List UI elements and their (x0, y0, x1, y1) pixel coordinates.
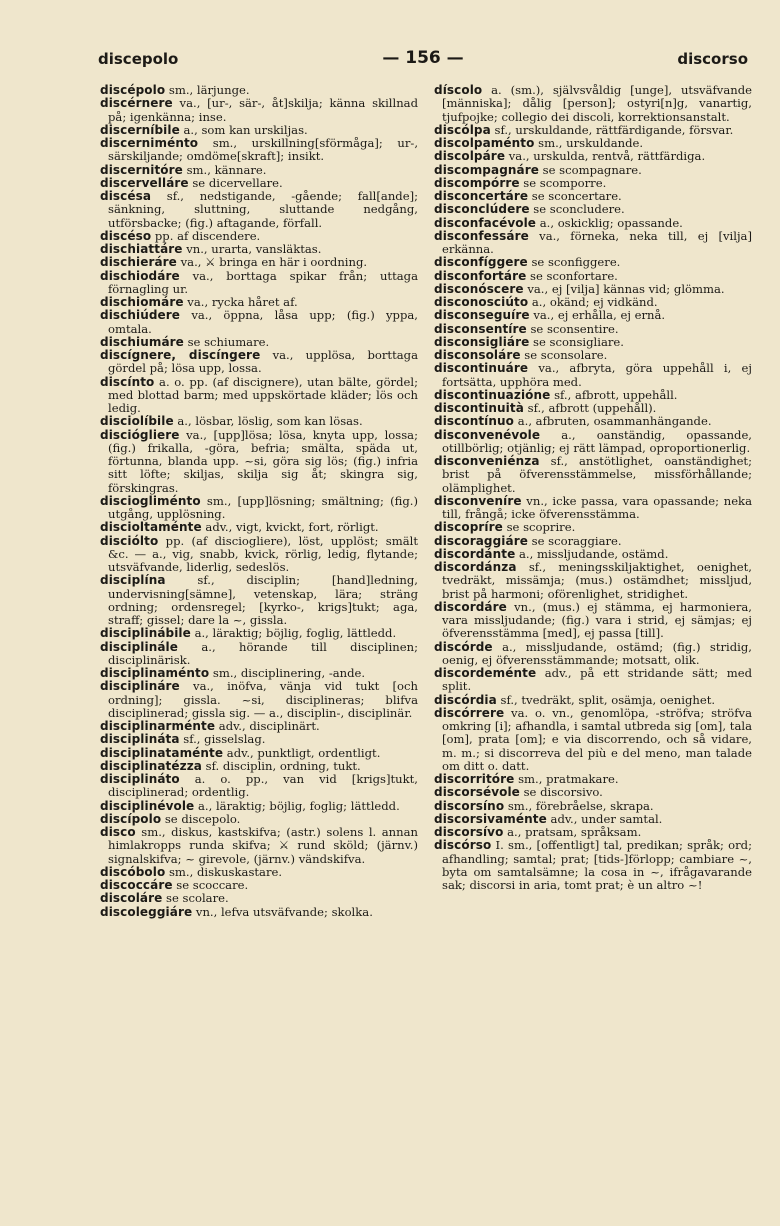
entry-headword: disciplinévole (100, 798, 195, 813)
entry-definition: se sconsentire. (526, 321, 619, 336)
entry-headword: discordáre (434, 599, 507, 614)
entry-definition: va., borttaga spikar från; uttaga förnagling ur. (108, 268, 418, 296)
dictionary-entry (100, 97, 418, 124)
dictionary-entry (434, 548, 752, 561)
entry-definition: a., som kan urskiljas. (179, 122, 308, 137)
entry-definition: sf., meningsskiljaktighet, oenighet, tvedräkt, missämja; (mus.) ostämdhet; missljud, brist på harmoni; oförenlighet, stridighet. (442, 560, 752, 601)
entry-definition: va., inöfva, vänja vid tukt [och ordning]; gissla. ~si, disciplineras; blifva disciplinerad; gissla sig. — a., disciplin-, disciplinär. (108, 679, 418, 720)
entry-headword: disciplinarménte (100, 719, 216, 733)
entry-headword: disconfíggere (434, 255, 528, 270)
entry-headword: disciólto (100, 533, 159, 548)
entry-definition: sf., disciplin; [hand]ledning, undervisning[sämne], vetenskap, lära; sträng ordning; ordensregel; [kyrko-, krigs]tukt; aga, straff; gissel; dare la ~, gissla. (108, 573, 418, 627)
dictionary-entry (434, 786, 752, 799)
entry-definition: a., pratsam, språksam. (503, 825, 642, 839)
entry-definition: pp. af discendere. (151, 228, 261, 243)
entry-headword: discerníbile (100, 122, 180, 137)
entry-definition: adv., punktligt, ordentligt. (223, 745, 381, 760)
page-header (98, 50, 748, 76)
dictionary-entry (100, 680, 418, 720)
entry-headword: discoleggiáre (100, 904, 193, 919)
entry-definition: va., upplösa, borttaga gördel på; lösa upp, lossa. (108, 348, 418, 376)
entry-headword: disconfortáre (434, 268, 527, 283)
dictionary-entry (434, 773, 752, 786)
dictionary-entry (100, 309, 418, 336)
entry-headword: discopríre (434, 520, 503, 535)
entry-headword: disconveníre (434, 493, 522, 508)
entry-headword: discordánza (434, 560, 517, 574)
entry-definition: adv., vigt, kvickt, fort, rörligt. (201, 520, 379, 535)
dictionary-entry (100, 641, 418, 668)
entry-definition: se scoccare. (172, 878, 249, 892)
entry-definition: a., afbruten, osammanhängande. (514, 414, 712, 429)
dictionary-entry (434, 561, 752, 601)
dictionary-entry (434, 535, 752, 548)
entry-definition: sm., diskus, kastskifva; (astr.) solens l. annan himlakropps runda skifva; ⚔ rund sköld; (järnv.) signalskifva; ~ girevole, (järnv.) vändskifva. (108, 825, 418, 866)
dictionary-entry (434, 296, 752, 309)
entry-headword: discórdia (434, 692, 497, 707)
entry-definition: sm., lärjunge. (165, 83, 250, 97)
page-number: — 156 — (382, 48, 464, 68)
entry-headword: disconsigliáre (434, 334, 530, 349)
dictionary-entry (100, 256, 418, 269)
dictionary-entry (100, 627, 418, 640)
entry-headword: disconcertáre (434, 189, 529, 203)
entry-headword: discorsíno (434, 798, 505, 813)
entry-definition: va., rycka håret af. (183, 295, 298, 309)
entry-headword: discoccáre (100, 878, 173, 892)
dictionary-entry (434, 813, 752, 826)
dictionary-entry (434, 641, 752, 668)
entry-headword: discerniménto (100, 136, 199, 150)
dictionary-entry (434, 150, 752, 163)
dictionary-entry (100, 376, 418, 416)
dictionary-entry (434, 601, 752, 641)
entry-headword: discínto (100, 374, 155, 389)
dictionary-entry (434, 707, 752, 773)
entry-headword: disconsoláre (434, 348, 521, 362)
entry-headword: disconfessáre (434, 228, 529, 243)
dictionary-entry (434, 256, 752, 269)
entry-headword: discólpa (434, 122, 491, 137)
dictionary-entry (434, 270, 752, 283)
entry-definition: a. o. pp., van vid [krigs]tukt, disciplinerad; ordentlig. (108, 772, 418, 800)
dictionary-entry (100, 296, 418, 309)
dictionary-entry (434, 429, 752, 456)
entry-headword: dischiodáre (100, 268, 180, 283)
entry-definition: sm., urskuldande. (534, 136, 644, 150)
entry-definition: va., ⚔ bringa en här i oordning. (176, 255, 368, 270)
entry-headword: dischieráre (100, 255, 177, 270)
entry-definition: va., öppna, låsa upp; (fig.) yppa, omtala. (108, 308, 418, 336)
entry-headword: discígnere, discíngere (100, 348, 261, 362)
dictionary-entry (434, 495, 752, 522)
entry-definition: a., okänd; ej vidkänd. (528, 295, 658, 309)
dictionary-entry (100, 521, 418, 534)
dictionary-entry (100, 574, 418, 627)
dictionary-entry (100, 720, 418, 733)
entry-definition: a. o. pp. (af discignere), utan bälte, gördel; med blottad barm; med uppskörtade kläder; lös och ledig. (108, 374, 418, 415)
entry-headword: discontínuo (434, 414, 515, 429)
entry-definition: sf. disciplin, ordning, tukt. (201, 758, 361, 773)
entry-definition: sm., urskillning[sförmåga]; ur-, särskiljande; omdöme[skraft]; insikt. (108, 136, 418, 164)
entry-headword: discóbolo (100, 864, 166, 879)
entry-headword: disco (100, 825, 136, 839)
entry-definition: se scompagnare. (538, 162, 642, 177)
dictionary-entry (100, 826, 418, 866)
left-column (100, 84, 418, 919)
entry-headword: discordánte (434, 546, 516, 561)
entry-definition: va., förneka, neka till, ej [vilja] erkänna. (442, 228, 752, 256)
entry-headword: disconseguíre (434, 308, 530, 323)
dictionary-entry (434, 415, 752, 428)
entry-headword: disciolíbile (100, 414, 174, 429)
dictionary-entry (434, 137, 752, 150)
entry-definition: pp. (af disciogliere), löst, upplöst; smält &c. — a., vig, snabb, kvick, rörlig, ledig, flytande; utsväfvande, liderlig, sedeslös. (108, 533, 418, 574)
entry-headword: disciplináto (100, 772, 180, 786)
entry-headword: disciplinále (100, 639, 178, 654)
entry-headword: disconfacévole (434, 215, 537, 230)
dictionary-entry (434, 230, 752, 257)
entry-headword: discípolo (100, 811, 162, 826)
entry-definition: va. o. vn., genomlöpa, -ströfva; ströfva omkring [i]; afhandla, i samtal utbreda sig [om], tala [om], prata [om]; e via discorrendo, och så vidare, m. m.; si discorreva del più e del meno, man talade om ditt o. datt. (442, 705, 752, 773)
entry-headword: discésa (100, 189, 152, 203)
entry-headword: discorsivaménte (434, 811, 547, 826)
entry-definition: se sconfiggere. (527, 255, 621, 270)
entry-definition: I. sm., [offentligt] tal, predikan; språk; ord; afhandling; samtal; prat; [tids-]förlopp; cambiare ~, byta om samtalsämne; la cosa in ~, ifrågavarande sak; discorsi in aria, tomt prat; è un altro ~! (442, 838, 752, 892)
entry-headword: discépolo (100, 83, 166, 97)
entry-headword: disciplináre (100, 679, 180, 694)
entry-definition: a., lösbar, löslig, som kan lösas. (173, 414, 363, 429)
entry-headword: disciplináta (100, 732, 180, 747)
right-column (434, 84, 752, 892)
dictionary-entry (100, 243, 418, 256)
entry-headword: disciplinaménto (100, 666, 210, 680)
entry-headword: discórrere (434, 705, 505, 720)
dictionary-entry (100, 177, 418, 190)
dictionary-entry (100, 164, 418, 177)
entry-headword: discérnere (100, 96, 173, 111)
entry-headword: discoláre (100, 891, 163, 906)
dictionary-entry (434, 800, 752, 813)
entry-definition: se sconcertare. (528, 189, 622, 203)
header-last-word: discorso (677, 50, 748, 68)
entry-definition: a., missljudande, ostämd; (fig.) stridig, oenig, ej öfverensstämmande; motsatt, olik. (442, 639, 752, 667)
entry-definition: a., oskicklig; opassande. (536, 215, 683, 230)
entry-definition: a., hörande till disciplinen; disciplinärisk. (108, 639, 418, 667)
dictionary-entry (100, 124, 418, 137)
dictionary-entry (100, 495, 418, 522)
entry-headword: dischiumáre (100, 334, 184, 349)
entry-headword: discolpaménto (434, 136, 535, 150)
entry-headword: discorsévole (434, 785, 520, 800)
dictionary-entry (434, 309, 752, 322)
entry-definition: a., läraktig; böjlig, foglig; lättledd. (194, 798, 400, 813)
dictionary-entry (100, 760, 418, 773)
entry-definition: se sconsigliare. (529, 334, 624, 349)
entry-definition: se schiumare. (183, 334, 270, 349)
dictionary-entry (434, 164, 752, 177)
entry-definition: se scolare. (162, 891, 229, 906)
dictionary-entry (100, 773, 418, 800)
entry-definition: a., oanständig, opassande, otillbörlig; otjänlig; ej rätt lämpad, oproportionerlig. (442, 427, 752, 455)
dictionary-entry (100, 349, 418, 376)
entry-definition: vn., urarta, vansläktas. (182, 242, 322, 256)
dictionary-entry (100, 270, 418, 297)
entry-definition: va., ej erhålla, ej ernå. (529, 308, 666, 323)
entry-definition: se dicervellare. (188, 175, 283, 190)
entry-headword: discolpáre (434, 149, 506, 164)
entry-headword: disconóscere (434, 281, 524, 296)
dictionary-entry (434, 190, 752, 203)
entry-definition: vn., lefva utsväfvande; skolka. (192, 904, 373, 919)
entry-headword: discorsívo (434, 825, 504, 839)
dictionary-entry (434, 84, 752, 124)
dictionary-entry (100, 866, 418, 879)
entry-definition: se discepolo. (161, 811, 241, 826)
entry-definition: sf., afbrott (uppehåll). (523, 401, 657, 415)
dictionary-entry (434, 177, 752, 190)
dictionary-entry (100, 137, 418, 164)
entry-headword: discervelláre (100, 175, 189, 190)
dictionary-entry (100, 813, 418, 826)
entry-definition: a. (sm.), självsvåldig [unge], utsväfvande [människa]; dålig [person]; ostyri[n]g, vanartig, tjufpojke; collegio dei discoli, korrektionsanstalt. (442, 83, 752, 124)
entry-definition: se discorsivo. (519, 785, 603, 800)
entry-definition: adv., under samtal. (546, 811, 663, 826)
dictionary-entry (434, 124, 752, 137)
entry-headword: discontinuáre (434, 361, 529, 376)
entry-headword: disciplinataménte (100, 745, 224, 760)
entry-headword: disciógliere (100, 427, 180, 442)
entry-definition: se scoprire. (502, 520, 576, 535)
entry-definition: se scoraggiare. (527, 533, 622, 548)
entry-headword: dischiattáre (100, 242, 183, 256)
entry-definition: sf., gisselslag. (179, 732, 266, 747)
dictionary-entry (100, 415, 418, 428)
entry-definition: sf., tvedräkt, split, osämja, oenighet. (496, 692, 716, 707)
entry-definition: adv., på ett stridande sätt; med split. (442, 666, 752, 694)
entry-definition: vn., (mus.) ej stämma, ej harmoniera, vara missljudande; (fig.) vara i strid, ej sämjas; ej öfverensstämma [med], ej passa [till]. (442, 599, 752, 641)
entry-headword: discernitóre (100, 162, 183, 177)
entry-headword: disciplinábile (100, 626, 191, 641)
entry-headword: discorritóre (434, 772, 515, 786)
entry-definition: va., [ur-, sär-, åt]skilja; känna skillnad på; igenkänna; inse. (108, 96, 418, 124)
dictionary-entry (434, 323, 752, 336)
entry-definition: sm., diskuskastare. (165, 864, 283, 879)
entry-definition: sf., anstötlighet, oanständighet; brist på öfverensstämmelse, missförhållande; olämplighet. (442, 454, 752, 495)
entry-definition: sm., kännare. (182, 162, 267, 177)
entry-definition: sm., [upp]lösning; smältning; (fig.) utgång, upplösning. (108, 493, 418, 521)
dictionary-entry (434, 283, 752, 296)
dictionary-entry (434, 667, 752, 694)
dictionary-entry (100, 535, 418, 575)
dictionary-entry (434, 826, 752, 839)
entry-definition: a., missljudande, ostämd. (515, 546, 669, 561)
entry-headword: discordeménte (434, 666, 537, 680)
dictionary-entry (434, 455, 752, 495)
entry-headword: disciplinatézza (100, 758, 202, 773)
dictionary-entry (100, 429, 418, 495)
entry-definition: sf., nedstigande, -gående; fall[ande]; sänkning, sluttning, sluttande nedgång, utförsbacke; (fig.) aftagande, förfall. (108, 189, 418, 230)
entry-definition: sm., förebråelse, skrapa. (504, 798, 654, 813)
dictionary-entry (100, 733, 418, 746)
entry-definition: sf., urskuldande, rättfärdigande, försvar. (490, 122, 734, 137)
dictionary-entry (100, 747, 418, 760)
entry-headword: discórso (434, 838, 492, 853)
entry-headword: discioltaménte (100, 520, 202, 535)
entry-headword: disciogliménto (100, 493, 201, 508)
entry-headword: disciplína (100, 573, 166, 588)
entry-definition: se scomporre. (519, 175, 607, 190)
entry-definition: se sconsolare. (520, 348, 608, 362)
entry-definition: vn., icke passa, vara opassande; neka till, frångå; icke öfverensstämma. (442, 493, 752, 521)
entry-headword: discompagnáre (434, 162, 539, 177)
entry-headword: disconosciúto (434, 295, 529, 309)
dictionary-entry (434, 389, 752, 402)
entry-headword: discompórre (434, 175, 520, 190)
dictionary-entry (100, 336, 418, 349)
entry-definition: va., afbryta, göra uppehåll i, ej fortsätta, upphöra med. (442, 361, 752, 389)
entry-definition: va., urskulda, rentvå, rättfärdiga. (505, 149, 706, 164)
entry-definition: va., [upp]lösa; lösa, knyta upp, lossa; (fig.) frikalla, -göra, befria; smälta, späda ut, förtunna, blanda upp. ~si, göra sig lös; (fig.) infria sitt löfte; skiljas, skilja sig åt; skingra sig, förskingras. (108, 427, 418, 495)
entry-headword: discoraggiáre (434, 533, 528, 548)
entry-headword: discontinuità (434, 401, 524, 415)
dictionary-entry (100, 190, 418, 230)
entry-headword: díscolo (434, 83, 483, 97)
dictionary-entry (100, 879, 418, 892)
entry-headword: dischiomáre (100, 295, 184, 309)
dictionary-entry (100, 230, 418, 243)
dictionary-entry (434, 349, 752, 362)
entry-headword: dischiúdere (100, 308, 181, 323)
entry-headword: discontinuazióne (434, 387, 551, 402)
entry-headword: disconvenévole (434, 427, 541, 442)
entry-headword: disconveniénza (434, 454, 540, 468)
dictionary-entry (434, 402, 752, 415)
entry-definition: se sconcludere. (529, 202, 625, 217)
dictionary-entry (434, 521, 752, 534)
entry-definition: se sconfortare. (526, 268, 618, 283)
entry-definition: sm., disciplinering, -ande. (209, 666, 366, 680)
header-first-word: discepolo (98, 50, 179, 68)
dictionary-entry (434, 203, 752, 216)
dictionary-entry (434, 362, 752, 389)
entry-definition: sf., afbrott, uppehåll. (550, 387, 678, 402)
dictionary-entry (434, 336, 752, 349)
entry-headword: discéso (100, 228, 152, 243)
entry-definition: sm., pratmakare. (514, 772, 619, 786)
entry-headword: disconsentíre (434, 321, 527, 336)
entry-definition: va., ej [vilja] kännas vid; glömma. (523, 281, 725, 296)
dictionary-entry (100, 84, 418, 97)
entry-headword: disconclúdere (434, 202, 530, 217)
dictionary-entry (434, 217, 752, 230)
dictionary-entry (100, 906, 418, 919)
dictionary-entry (100, 800, 418, 813)
dictionary-entry (434, 839, 752, 892)
dictionary-entry (100, 667, 418, 680)
dictionary-entry (100, 892, 418, 905)
entry-definition: a., läraktig; böjlig, foglig, lättledd. (190, 626, 397, 641)
entry-headword: discórde (434, 639, 493, 654)
entry-definition: adv., disciplinärt. (215, 719, 320, 733)
dictionary-entry (434, 694, 752, 707)
